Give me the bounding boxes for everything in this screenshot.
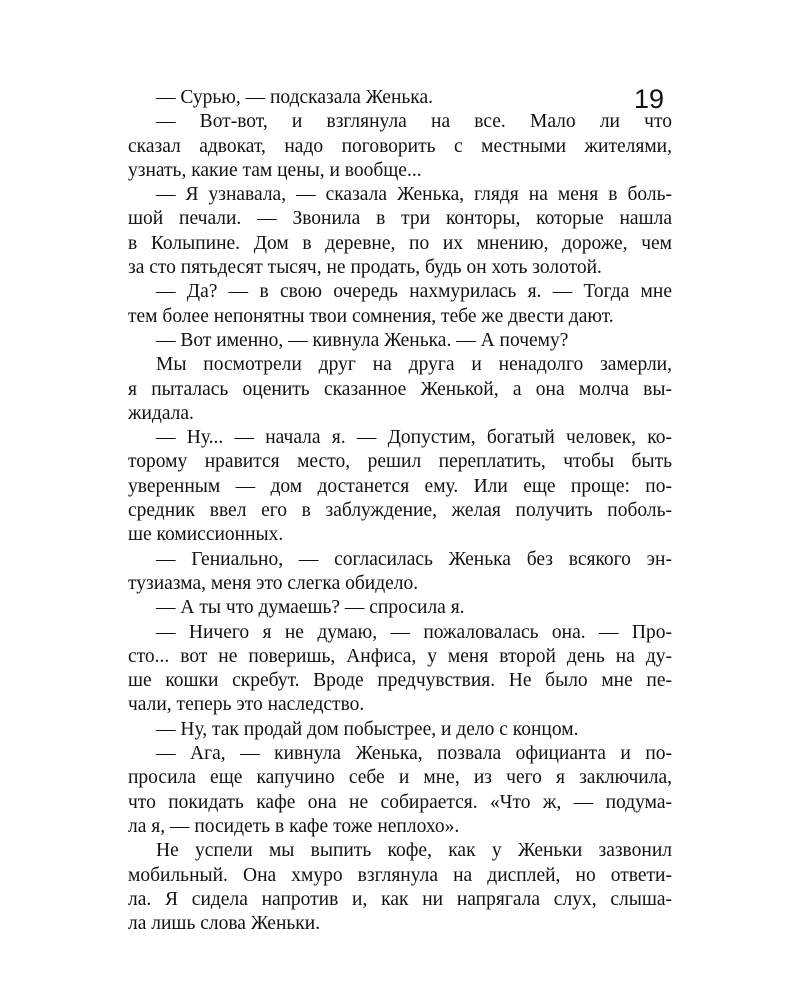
text-line: просила еще капучино себе и мне, из чего я заключила, xyxy=(128,767,672,789)
text-line: я пыталась оценить сказанное Женькой, а она молча вы- xyxy=(128,378,672,400)
text-line: ше комиссионных. xyxy=(128,524,284,546)
text-line: — Ну, так продай дом побыстрее, и дело с концом. xyxy=(156,718,579,740)
text-line: шой печали. — Звонила в три конторы, которые нашла xyxy=(128,208,672,230)
text-line: тузиазма, меня это слегка обидело. xyxy=(128,572,419,594)
text-line: торому нравится место, решил переплатить, чтобы быть xyxy=(128,451,672,473)
text-line: сказал адвокат, надо поговорить с местными жителями, xyxy=(128,135,672,157)
text-line: — Да? — в свою очередь нахмурилась я. — Тогда мне xyxy=(156,281,672,303)
text-line: — Я узнавала, — сказала Женька, глядя на меня в боль- xyxy=(156,184,672,206)
text-line: — Гениально, — согласилась Женька без всякого эн- xyxy=(156,548,672,570)
text-line: сто... вот не поверишь, Анфиса, у меня второй день на ду- xyxy=(128,645,672,667)
text-line: ла. Я сидела напротив и, как ни напрягала слух, слыша- xyxy=(128,888,672,910)
text-line: жидала. xyxy=(128,402,194,424)
text-line: средник ввел его в заблуждение, желая получить поболь- xyxy=(128,500,672,522)
text-line: — Ну... — начала я. — Допустим, богатый человек, ко- xyxy=(156,427,672,449)
text-line: что покидать кафе она не собирается. «Что ж, — подума- xyxy=(128,791,672,813)
text-line: в Колыпине. Дом в деревне, по их мнению, дороже, чем xyxy=(128,232,672,254)
text-line: узнать, какие там цены, и вообще... xyxy=(128,159,422,181)
text-line: за сто пятьдесят тысяч, не продать, будь он хоть золотой. xyxy=(128,257,602,279)
text-line: — Вот-вот, и взглянула на все. Мало ли что xyxy=(156,111,672,133)
text-line: Мы посмотрели друг на друга и ненадолго замерли, xyxy=(156,354,672,376)
page-number: 19 xyxy=(634,84,665,114)
text-line: чали, теперь это наследство. xyxy=(128,694,365,716)
text-line: ла лишь слова Женьки. xyxy=(128,913,321,935)
text-line: мобильный. Она хмуро взглянула на дисплей, но ответи- xyxy=(128,864,672,886)
text-line: — Вот именно, — кивнула Женька. — А почему? xyxy=(156,329,569,351)
body-text xyxy=(128,86,672,936)
text-line: — Сурью, — подсказала Женька. xyxy=(156,87,433,108)
text-line: ла я, — посидеть в кафе тоже неплохо». xyxy=(128,815,460,837)
text-line: ше кошки скребут. Вроде предчувствия. Не было мне пе- xyxy=(128,670,672,692)
text-line: — Ага, — кивнула Женька, позвала официанта и по- xyxy=(156,743,672,765)
text-line: — Ничего я не думаю, — пожаловалась она. — Про- xyxy=(156,621,672,643)
text-line: уверенным — дом достанется ему. Или еще проще: по- xyxy=(128,475,672,497)
text-line: Не успели мы выпить кофе, как у Женьки зазвонил xyxy=(156,840,672,862)
text-line: — А ты что думаешь? — спросила я. xyxy=(156,597,465,619)
text-line: тем более непонятны твои сомнения, тебе же двести дают. xyxy=(128,305,614,327)
